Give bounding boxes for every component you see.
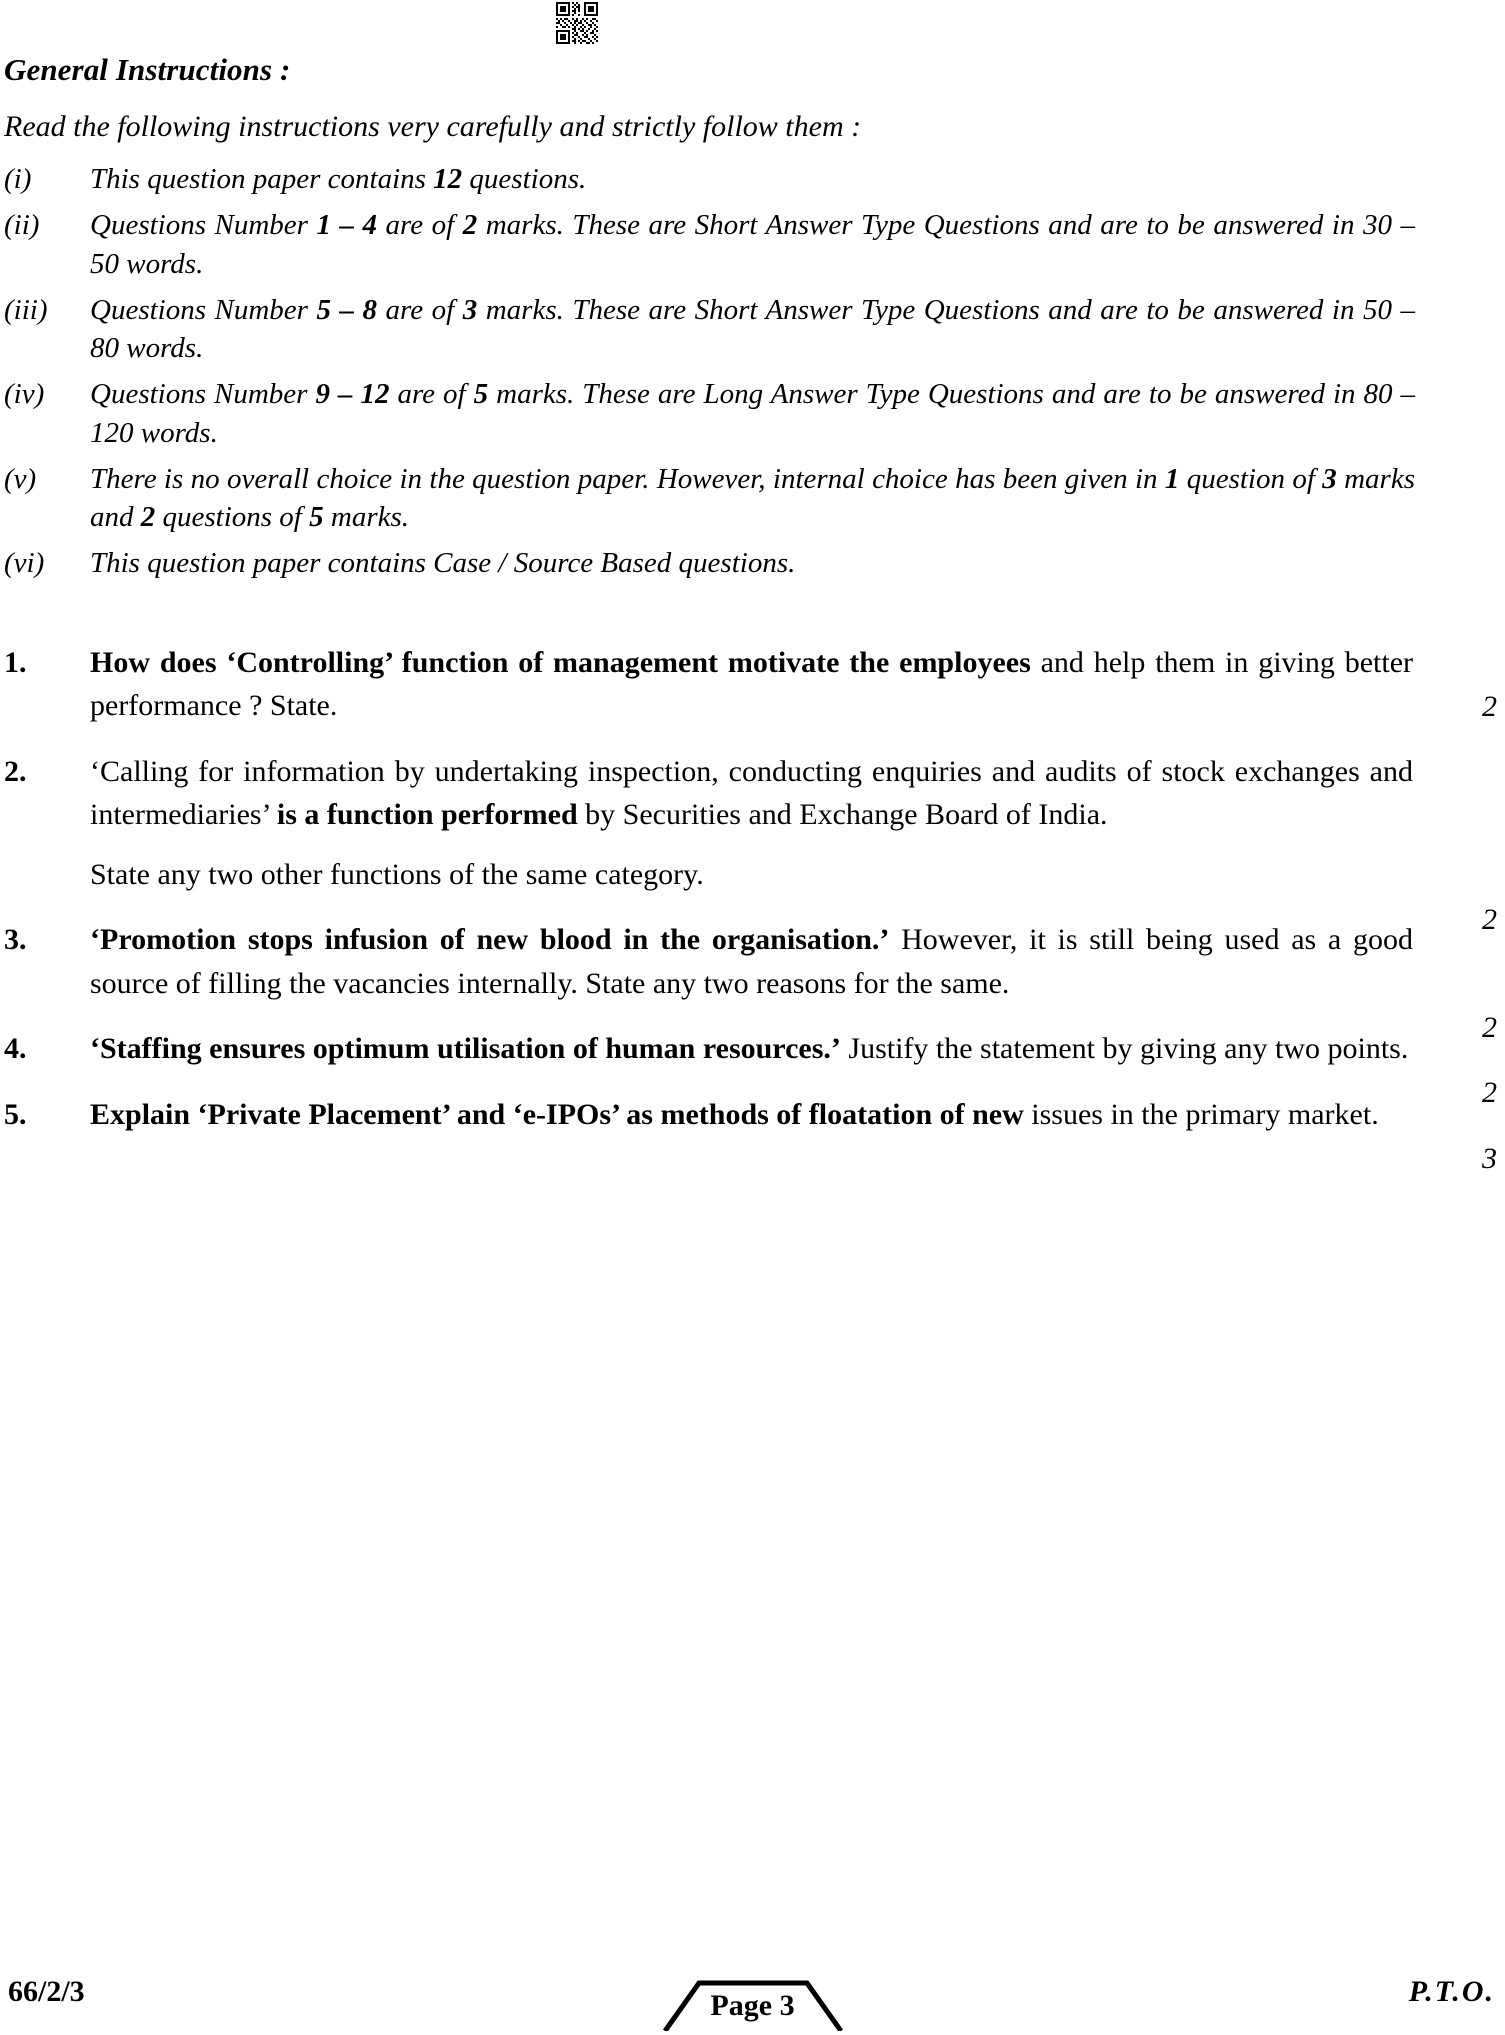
question-text-extra: State any two other functions of the same category.	[90, 857, 704, 891]
instruction-text: There is no overall choice in the question paper. However, internal choice has been given in 1 question of 3 marks and 2 questions of 5 marks.	[90, 462, 1415, 534]
instruction-item	[0, 291, 1505, 368]
instruction-marker: (iii)	[4, 293, 48, 326]
pto-label: P.T.O.	[1408, 1975, 1495, 2008]
question-body	[90, 918, 1505, 1045]
question-marks: 3	[1482, 1141, 1497, 1175]
page-content	[0, 52, 1505, 1175]
instruction-item	[0, 375, 1505, 452]
page-number-label: Page 3	[710, 1989, 795, 2022]
instruction-marker: (ii)	[4, 209, 40, 242]
question-marks: 2	[1482, 1076, 1497, 1110]
question-text: ‘Promotion stops infusion of new blood in the organisation.’ However, it is still being used as a good source of filling the vacancies internally. State any two reasons for the same.	[90, 923, 1413, 1000]
page-footer	[0, 1975, 1505, 2035]
instruction-text: This question paper contains 12 questions.	[90, 163, 587, 195]
question-number: 3.	[4, 923, 27, 957]
general-instructions-lead: Read the following instructions very carefully and strictly follow them :	[4, 110, 862, 143]
general-instructions-title: General Instructions :	[4, 52, 291, 87]
instruction-item	[0, 206, 1505, 283]
question-number: 2.	[4, 754, 27, 788]
question-body	[90, 641, 1505, 728]
paper-code: 66/2/3	[8, 1975, 85, 2008]
instruction-text: Questions Number 5 – 8 are of 3 marks. These are Short Answer Type Questions and are to be answered in 50 – 80 words.	[90, 293, 1415, 365]
question-item	[0, 641, 1505, 728]
instruction-marker: (i)	[4, 163, 32, 195]
question-text: ‘Calling for information by undertaking inspection, conducting enquiries and audits of stock exchanges and intermediaries’ is a function performed by Securities and Exchange Board of India.	[90, 754, 1413, 832]
page-number-badge	[653, 1967, 853, 2031]
instruction-text: This question paper contains Case / Source Based questions.	[90, 547, 796, 580]
question-text: How does ‘Controlling’ function of management motivate the employees and help them in giving better performance ? State.	[90, 645, 1413, 723]
qr-code-icon	[556, 2, 598, 44]
instruction-marker: (iv)	[4, 378, 45, 411]
question-item	[0, 750, 1505, 936]
question-text: Explain ‘Private Placement’ and ‘e-IPOs’ as methods of floatation of new issues in the primary market.	[90, 1097, 1379, 1131]
question-text: ‘Staffing ensures optimum utilisation of human resources.’ Justify the statement by giving any two points.	[90, 1032, 1409, 1066]
question-marks: 2	[1482, 902, 1497, 936]
instruction-item	[0, 544, 1505, 582]
general-instructions-list	[0, 160, 1505, 583]
question-body	[90, 750, 1505, 936]
question-marks: 2	[1482, 689, 1497, 723]
question-item	[0, 1093, 1505, 1175]
question-number: 4.	[4, 1032, 27, 1066]
instruction-marker: (v)	[4, 462, 37, 495]
question-body	[90, 1027, 1505, 1110]
instruction-marker: (vi)	[4, 547, 45, 580]
question-body	[90, 1093, 1505, 1175]
instruction-item	[0, 460, 1505, 537]
question-number: 5.	[4, 1097, 27, 1131]
question-item	[0, 1027, 1505, 1110]
questions-list	[0, 641, 1505, 1175]
instruction-item	[0, 160, 1505, 198]
question-marks: 2	[1482, 1011, 1497, 1045]
question-item	[0, 918, 1505, 1045]
instruction-text: Questions Number 1 – 4 are of 2 marks. These are Short Answer Type Questions and are to be answered in 30 – 50 words.	[90, 209, 1415, 280]
instruction-text: Questions Number 9 – 12 are of 5 marks. These are Long Answer Type Questions and are to be answered in 80 – 120 words.	[90, 378, 1416, 449]
question-number: 1.	[4, 645, 27, 679]
